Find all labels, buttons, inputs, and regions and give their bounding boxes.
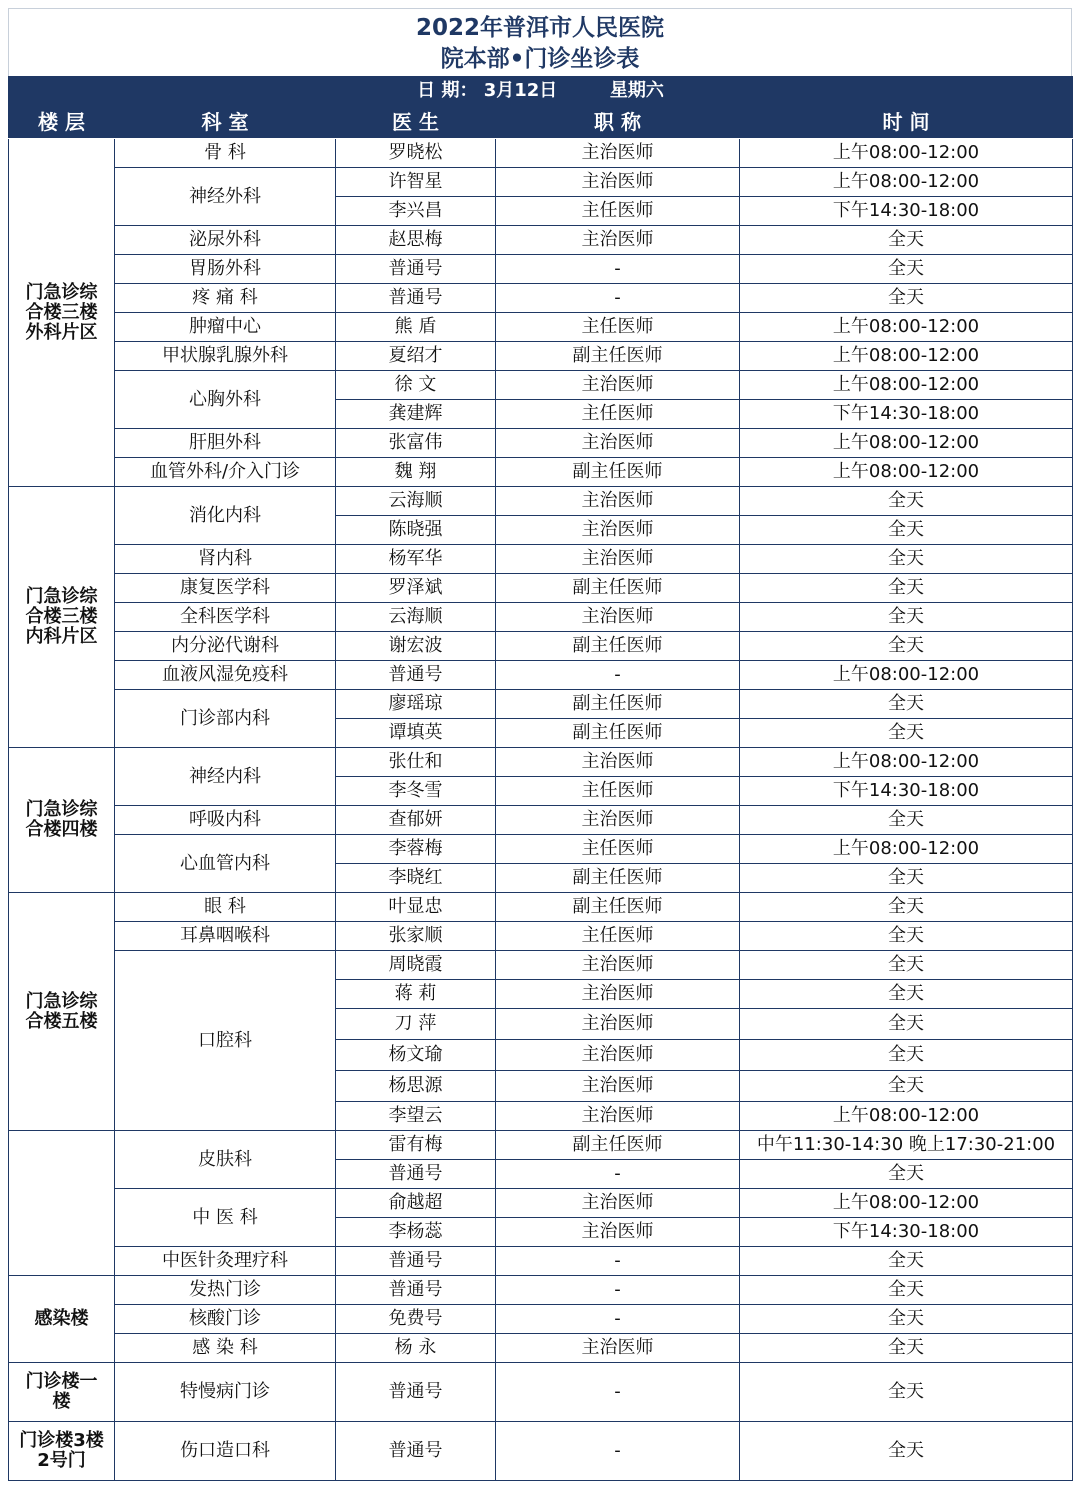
title-cell: - xyxy=(496,661,740,690)
table-row xyxy=(9,574,1073,603)
floor-cell: 门急诊综 合楼三楼 内科片区 xyxy=(9,487,115,748)
department-cell: 感 染 科 xyxy=(115,1334,336,1363)
header-title: 职 称 xyxy=(496,106,740,139)
table-row xyxy=(9,806,1073,835)
time-cell: 全天 xyxy=(740,1040,1073,1071)
title-cell: 主治医师 xyxy=(496,226,740,255)
table-row xyxy=(9,226,1073,255)
doctor-cell: 普通号 xyxy=(336,1276,496,1305)
department-cell: 心胸外科 xyxy=(115,371,336,429)
table-row xyxy=(9,545,1073,574)
doctor-cell: 张富伟 xyxy=(336,429,496,458)
title-cell: 副主任医师 xyxy=(496,893,740,922)
header-row xyxy=(9,106,1073,139)
doctor-cell: 罗泽斌 xyxy=(336,574,496,603)
time-cell: 上午08:00-12:00 xyxy=(740,371,1073,400)
doctor-cell: 云海顺 xyxy=(336,487,496,516)
doctor-cell: 普通号 xyxy=(336,1160,496,1189)
time-cell: 全天 xyxy=(740,1276,1073,1305)
time-cell: 下午14:30-18:00 xyxy=(740,777,1073,806)
department-cell: 骨 科 xyxy=(115,139,336,168)
date-value: 3月12日 xyxy=(483,80,558,101)
time-cell: 上午08:00-12:00 xyxy=(740,1189,1073,1218)
time-cell: 下午14:30-18:00 xyxy=(740,400,1073,429)
time-cell: 全天 xyxy=(740,255,1073,284)
department-cell: 肝胆外科 xyxy=(115,429,336,458)
time-cell: 全天 xyxy=(740,980,1073,1009)
time-cell: 全天 xyxy=(740,487,1073,516)
time-cell: 上午08:00-12:00 xyxy=(740,139,1073,168)
table-row xyxy=(9,168,1073,197)
title-cell: 主治医师 xyxy=(496,545,740,574)
time-cell: 全天 xyxy=(740,574,1073,603)
department-cell: 肿瘤中心 xyxy=(115,313,336,342)
doctor-cell: 张仕和 xyxy=(336,748,496,777)
time-cell: 全天 xyxy=(740,632,1073,661)
title-cell: - xyxy=(496,255,740,284)
title-cell: 副主任医师 xyxy=(496,864,740,893)
doctor-cell: 陈晓强 xyxy=(336,516,496,545)
doctor-cell: 普通号 xyxy=(336,284,496,313)
hospital-title: 2022年普洱市人民医院 xyxy=(415,15,664,41)
title-cell: 主任医师 xyxy=(496,400,740,429)
time-cell: 全天 xyxy=(740,951,1073,980)
table-row xyxy=(9,429,1073,458)
doctor-cell: 谭填英 xyxy=(336,719,496,748)
date-row xyxy=(9,77,1073,106)
title-cell: 主治医师 xyxy=(496,371,740,400)
doctor-cell: 雷有梅 xyxy=(336,1131,496,1160)
department-cell: 胃肠外科 xyxy=(115,255,336,284)
table-row xyxy=(9,255,1073,284)
doctor-cell: 俞越超 xyxy=(336,1189,496,1218)
header-department: 科 室 xyxy=(115,106,336,139)
doctor-cell: 蒋 莉 xyxy=(336,980,496,1009)
time-cell: 全天 xyxy=(740,1247,1073,1276)
title-cell: - xyxy=(496,1247,740,1276)
time-cell: 上午08:00-12:00 xyxy=(740,661,1073,690)
department-cell: 消化内科 xyxy=(115,487,336,545)
doctor-cell: 普通号 xyxy=(336,255,496,284)
department-cell: 呼吸内科 xyxy=(115,806,336,835)
title-cell: - xyxy=(496,1363,740,1422)
doctor-cell: 李杨蕊 xyxy=(336,1218,496,1247)
department-cell: 神经内科 xyxy=(115,748,336,806)
table-row xyxy=(9,893,1073,922)
doctor-cell: 免费号 xyxy=(336,1305,496,1334)
time-cell: 全天 xyxy=(740,1305,1073,1334)
title-cell: 主任医师 xyxy=(496,313,740,342)
title-cell: 副主任医师 xyxy=(496,342,740,371)
time-cell: 上午08:00-12:00 xyxy=(740,313,1073,342)
department-cell: 泌尿外科 xyxy=(115,226,336,255)
time-cell: 全天 xyxy=(740,226,1073,255)
time-cell: 下午14:30-18:00 xyxy=(740,1218,1073,1247)
doctor-cell: 云海顺 xyxy=(336,603,496,632)
schedule-sheet xyxy=(8,8,1072,1481)
department-cell: 心血管内科 xyxy=(115,835,336,893)
floor-cell: 感染楼 xyxy=(9,1276,115,1363)
time-cell: 全天 xyxy=(740,603,1073,632)
doctor-cell: 周晓霞 xyxy=(336,951,496,980)
doctor-cell: 许智星 xyxy=(336,168,496,197)
time-cell: 上午08:00-12:00 xyxy=(740,342,1073,371)
department-cell: 肾内科 xyxy=(115,545,336,574)
title-cell: - xyxy=(496,1422,740,1481)
doctor-cell: 普通号 xyxy=(336,661,496,690)
doctor-cell: 夏绍才 xyxy=(336,342,496,371)
table-row xyxy=(9,313,1073,342)
doctor-cell: 杨文瑜 xyxy=(336,1040,496,1071)
department-cell: 康复医学科 xyxy=(115,574,336,603)
table-row xyxy=(9,1247,1073,1276)
department-cell: 核酸门诊 xyxy=(115,1305,336,1334)
department-cell: 全科医学科 xyxy=(115,603,336,632)
table-row xyxy=(9,487,1073,516)
time-cell: 全天 xyxy=(740,545,1073,574)
department-cell: 中医针灸理疗科 xyxy=(115,1247,336,1276)
table-row xyxy=(9,748,1073,777)
department-cell: 内分泌代谢科 xyxy=(115,632,336,661)
table-row xyxy=(9,342,1073,371)
title-cell: 主治医师 xyxy=(496,1040,740,1071)
title-cell: 主任医师 xyxy=(496,777,740,806)
table-row xyxy=(9,284,1073,313)
time-cell: 上午08:00-12:00 xyxy=(740,1102,1073,1131)
doctor-cell: 普通号 xyxy=(336,1363,496,1422)
table-row xyxy=(9,632,1073,661)
title-cell: 主治医师 xyxy=(496,1009,740,1040)
title-cell: 副主任医师 xyxy=(496,1131,740,1160)
doctor-cell: 李冬雪 xyxy=(336,777,496,806)
table-row xyxy=(9,951,1073,980)
time-cell: 全天 xyxy=(740,1160,1073,1189)
title-cell: 主治医师 xyxy=(496,603,740,632)
title-cell: 主治医师 xyxy=(496,429,740,458)
time-cell: 中午11:30-14:30 晚上17:30-21:00 xyxy=(740,1131,1073,1160)
header-floor: 楼 层 xyxy=(9,106,115,139)
doctor-cell: 刀 萍 xyxy=(336,1009,496,1040)
department-cell: 血管外科/介入门诊 xyxy=(115,458,336,487)
doctor-cell: 熊 盾 xyxy=(336,313,496,342)
table-row xyxy=(9,1334,1073,1363)
doctor-cell: 谢宏波 xyxy=(336,632,496,661)
doctor-cell: 赵思梅 xyxy=(336,226,496,255)
table-row xyxy=(9,922,1073,951)
title-cell: 主治医师 xyxy=(496,980,740,1009)
title-cell: - xyxy=(496,284,740,313)
doctor-cell: 徐 文 xyxy=(336,371,496,400)
title-cell: 副主任医师 xyxy=(496,632,740,661)
time-cell: 全天 xyxy=(740,1334,1073,1363)
doctor-cell: 杨 永 xyxy=(336,1334,496,1363)
table-row xyxy=(9,835,1073,864)
department-cell: 口腔科 xyxy=(115,951,336,1131)
date-cell xyxy=(9,77,1073,106)
title-cell: - xyxy=(496,1305,740,1334)
department-cell: 眼 科 xyxy=(115,893,336,922)
time-cell: 全天 xyxy=(740,1009,1073,1040)
department-cell: 血液风湿免疫科 xyxy=(115,661,336,690)
time-cell: 上午08:00-12:00 xyxy=(740,748,1073,777)
doctor-cell: 李蓉梅 xyxy=(336,835,496,864)
doctor-cell: 李晓红 xyxy=(336,864,496,893)
table-row xyxy=(9,1276,1073,1305)
time-cell: 全天 xyxy=(740,864,1073,893)
floor-cell: 门诊楼3楼 2号门 xyxy=(9,1422,115,1481)
doctor-cell: 杨思源 xyxy=(336,1071,496,1102)
time-cell: 全天 xyxy=(740,1422,1073,1481)
time-cell: 全天 xyxy=(740,1363,1073,1422)
table-row xyxy=(9,139,1073,168)
title-block xyxy=(8,8,1072,76)
time-cell: 全天 xyxy=(740,690,1073,719)
table-row xyxy=(9,458,1073,487)
doctor-cell: 龚建辉 xyxy=(336,400,496,429)
title-cell: 主治医师 xyxy=(496,1102,740,1131)
floor-cell: 门急诊综 合楼五楼 xyxy=(9,893,115,1131)
title-cell: 副主任医师 xyxy=(496,690,740,719)
doctor-cell: 廖瑶琼 xyxy=(336,690,496,719)
title-cell: 主治医师 xyxy=(496,516,740,545)
doctor-cell: 李望云 xyxy=(336,1102,496,1131)
department-cell: 发热门诊 xyxy=(115,1276,336,1305)
time-cell: 全天 xyxy=(740,719,1073,748)
floor-cell: 门诊楼一 楼 xyxy=(9,1363,115,1422)
department-cell: 疼 痛 科 xyxy=(115,284,336,313)
time-cell: 全天 xyxy=(740,893,1073,922)
time-cell: 全天 xyxy=(740,1071,1073,1102)
doctor-cell: 李兴昌 xyxy=(336,197,496,226)
table-row xyxy=(9,690,1073,719)
doctor-cell: 罗晓松 xyxy=(336,139,496,168)
title-cell: 主治医师 xyxy=(496,1334,740,1363)
doctor-cell: 杨军华 xyxy=(336,545,496,574)
doctor-cell: 普通号 xyxy=(336,1247,496,1276)
department-cell: 中 医 科 xyxy=(115,1189,336,1247)
department-cell: 甲状腺乳腺外科 xyxy=(115,342,336,371)
department-cell: 特慢病门诊 xyxy=(115,1363,336,1422)
department-cell: 门诊部内科 xyxy=(115,690,336,748)
schedule-title: 院本部•门诊坐诊表 xyxy=(440,46,640,72)
title-cell: 主任医师 xyxy=(496,922,740,951)
title-cell: 主治医师 xyxy=(496,951,740,980)
date-label: 日 期： xyxy=(417,80,478,101)
time-cell: 上午08:00-12:00 xyxy=(740,168,1073,197)
title-cell: 主治医师 xyxy=(496,1218,740,1247)
department-cell: 伤口造口科 xyxy=(115,1422,336,1481)
title-cell: 主治医师 xyxy=(496,1189,740,1218)
table-row xyxy=(9,1422,1073,1481)
doctor-cell: 张家顺 xyxy=(336,922,496,951)
floor-cell xyxy=(9,1131,115,1276)
department-cell: 神经外科 xyxy=(115,168,336,226)
title-cell: - xyxy=(496,1276,740,1305)
time-cell: 全天 xyxy=(740,284,1073,313)
department-cell: 皮肤科 xyxy=(115,1131,336,1189)
table-row xyxy=(9,371,1073,400)
time-cell: 全天 xyxy=(740,922,1073,951)
table-row xyxy=(9,661,1073,690)
doctor-cell: 普通号 xyxy=(336,1422,496,1481)
title-cell: 主任医师 xyxy=(496,835,740,864)
title-cell: 主治医师 xyxy=(496,139,740,168)
title-cell: 主任医师 xyxy=(496,197,740,226)
title-cell: 主治医师 xyxy=(496,168,740,197)
floor-cell: 门急诊综 合楼四楼 xyxy=(9,748,115,893)
time-cell: 全天 xyxy=(740,516,1073,545)
time-cell: 上午08:00-12:00 xyxy=(740,458,1073,487)
title-cell: - xyxy=(496,1160,740,1189)
header-doctor: 医 生 xyxy=(336,106,496,139)
title-cell: 主治医师 xyxy=(496,748,740,777)
table-row xyxy=(9,1305,1073,1334)
table-row xyxy=(9,1363,1073,1422)
time-cell: 下午14:30-18:00 xyxy=(740,197,1073,226)
table-row xyxy=(9,1189,1073,1218)
title-cell: 副主任医师 xyxy=(496,574,740,603)
weekday-value: 星期六 xyxy=(609,80,664,101)
title-cell: 主治医师 xyxy=(496,806,740,835)
title-cell: 副主任医师 xyxy=(496,719,740,748)
time-cell: 上午08:00-12:00 xyxy=(740,835,1073,864)
doctor-cell: 查郁妍 xyxy=(336,806,496,835)
title-cell: 主治医师 xyxy=(496,487,740,516)
doctor-cell: 魏 翔 xyxy=(336,458,496,487)
title-cell: 主治医师 xyxy=(496,1071,740,1102)
time-cell: 上午08:00-12:00 xyxy=(740,429,1073,458)
time-cell: 全天 xyxy=(740,806,1073,835)
title-cell: 副主任医师 xyxy=(496,458,740,487)
doctor-cell: 叶显忠 xyxy=(336,893,496,922)
table-row xyxy=(9,603,1073,632)
header-time: 时 间 xyxy=(740,106,1073,139)
schedule-table xyxy=(8,76,1073,1481)
department-cell: 耳鼻咽喉科 xyxy=(115,922,336,951)
table-row xyxy=(9,1131,1073,1160)
floor-cell: 门急诊综 合楼三楼 外科片区 xyxy=(9,139,115,487)
